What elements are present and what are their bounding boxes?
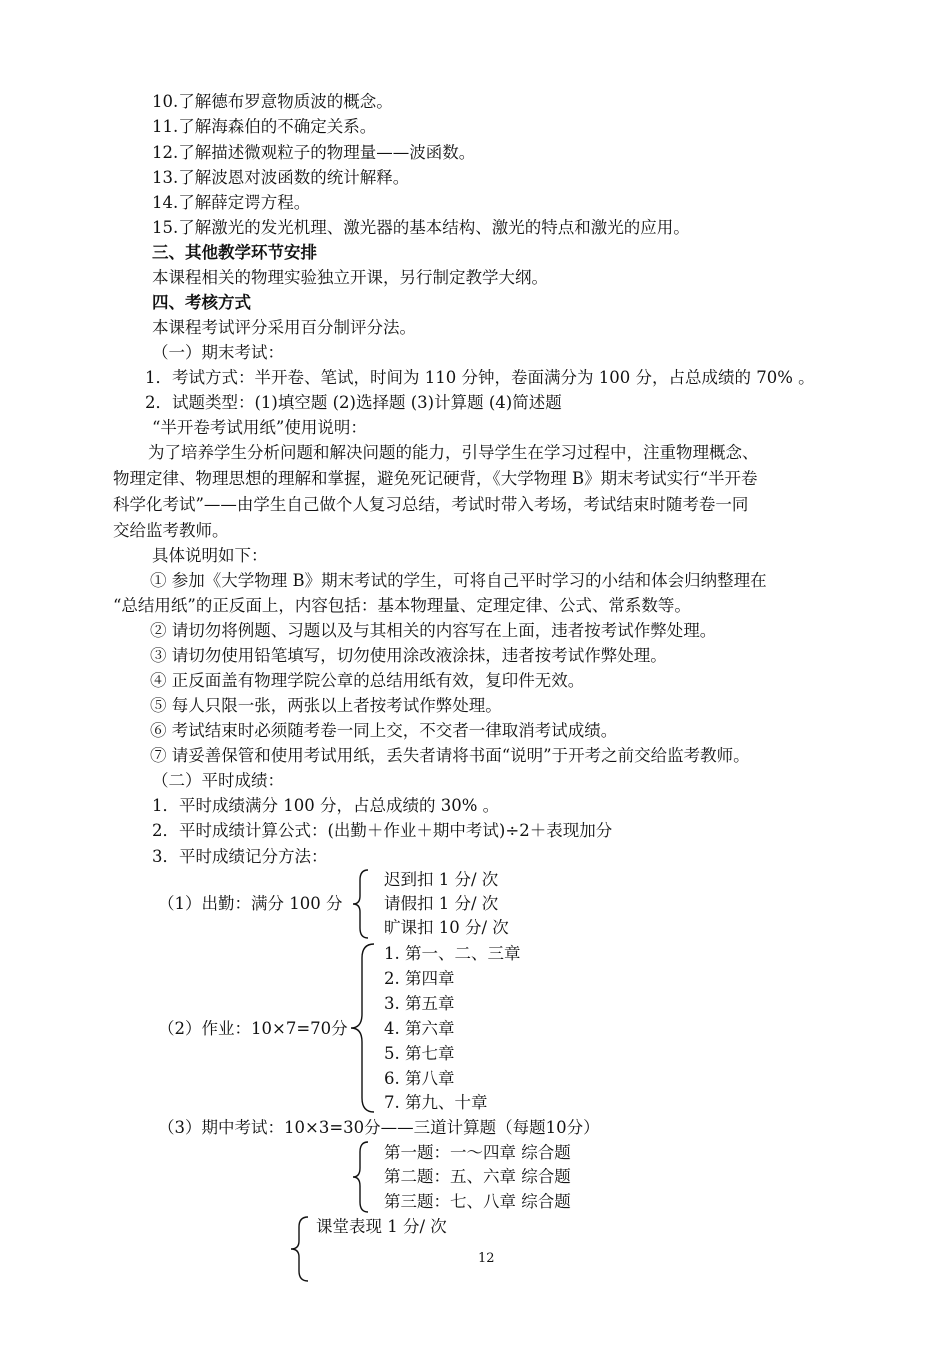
objective-14: 14.了解薛定谔方程。 <box>152 193 311 212</box>
final-exam-heading: （一）期末考试： <box>152 343 284 362</box>
homework-label: （2）作业：10×7=70分 <box>158 1019 348 1038</box>
performance-item-1: 课堂表现 1 分/ 次 <box>316 1217 447 1236</box>
attendance-item-absent: 旷课扣 10 分/ 次 <box>384 918 509 937</box>
objective-15: 15.了解激光的发光机理、激光器的基本结构、激光的特点和激光的应用。 <box>152 218 690 237</box>
homework-item-6: 6. 第八章 <box>384 1069 455 1088</box>
objective-12: 12.了解描述微观粒子的物理量——波函数。 <box>152 143 476 162</box>
homework-item-1: 1. 第一、二、三章 <box>384 944 521 963</box>
homework-item-3: 3. 第五章 <box>384 994 455 1013</box>
midterm-label: （3）期中考试：10×3=30分——三道计算题（每题10分） <box>158 1118 600 1137</box>
rule-3: ③ 请切勿使用铅笔填写，切勿使用涂改液涂抹，违者按考试作弊处理。 <box>150 646 667 665</box>
homework-item-5: 5. 第七章 <box>384 1044 455 1063</box>
performance-brace-icon <box>288 1215 312 1283</box>
rule-2: ② 请切勿将例题、习题以及与其相关的内容写在上面，违者按考试作弊处理。 <box>150 621 717 640</box>
homework-item-2: 2. 第四章 <box>384 969 455 988</box>
final-exam-item-1: 1．考试方式：半开卷、笔试，时间为 110 分钟，卷面满分为 100 分，占总成绩的 70% 。 <box>145 368 815 387</box>
regular-score-item-3: 3．平时成绩记分方法： <box>152 847 328 866</box>
homework-item-7: 7. 第九、十章 <box>384 1093 488 1112</box>
midterm-question-1: 第一题：一～四章 综合题 <box>384 1143 571 1162</box>
section-heading-other-activities: 三、其他教学环节安排 <box>152 243 317 262</box>
objective-13: 13.了解波恩对波函数的统计解释。 <box>152 168 410 187</box>
section-heading-assessment: 四、考核方式 <box>152 293 251 312</box>
rule-6: ⑥ 考试结束时必须随考卷一同上交，不交者一律取消考试成绩。 <box>150 721 618 740</box>
rule-5: ⑤ 每人只限一张，两张以上者按考试作弊处理。 <box>150 696 502 715</box>
rule-4: ④ 正反面盖有物理学院公章的总结用纸有效，复印件无效。 <box>150 671 585 690</box>
midterm-question-2: 第二题：五、六章 综合题 <box>384 1167 571 1186</box>
attendance-item-late: 迟到扣 1 分/ 次 <box>384 870 499 889</box>
assessment-intro: 本课程考试评分采用百分制评分法。 <box>152 318 416 337</box>
attendance-label: （1）出勤：满分 100 分 <box>158 894 343 913</box>
exam-paper-para-line-1: 为了培养学生分析问题和解决问题的能力，引导学生在学习过程中，注重物理概念、 <box>148 443 759 462</box>
rule-7: ⑦ 请妥善保管和使用考试用纸，丢失者请将书面“说明”于开考之前交给监考教师。 <box>150 746 750 765</box>
midterm-question-3: 第三题：七、八章 综合题 <box>384 1192 571 1211</box>
final-exam-item-2: 2．试题类型：(1)填空题 (2)选择题 (3)计算题 (4)简述题 <box>145 393 562 412</box>
exam-paper-para-line-3: 科学化考试”——由学生自己做个人复习总结，考试时带入考场，考试结束时随考卷一同 <box>113 495 749 514</box>
objective-10: 10.了解德布罗意物质波的概念。 <box>152 92 393 111</box>
exam-paper-title: “半开卷考试用纸”使用说明： <box>152 418 367 437</box>
rule-1-line-2: “总结用纸”的正反面上，内容包括：基本物理量、定理定律、公式、常系数等。 <box>113 596 691 615</box>
rule-1-line-1: ① 参加《大学物理 B》期末考试的学生，可将自己平时学习的小结和体会归纳整理在 <box>150 571 767 590</box>
attendance-brace-icon <box>350 868 372 940</box>
midterm-brace-icon <box>350 1140 372 1214</box>
exam-paper-para-line-2: 物理定律、物理思想的理解和掌握，避免死记硬背，《大学物理 B》期末考试实行“半开卷 <box>113 469 758 488</box>
attendance-item-leave: 请假扣 1 分/ 次 <box>384 894 499 913</box>
exam-paper-para-line-4: 交给监考教师。 <box>113 521 229 540</box>
homework-item-4: 4. 第六章 <box>384 1019 455 1038</box>
detail-heading: 具体说明如下： <box>152 546 268 565</box>
regular-score-heading: （二）平时成绩： <box>152 771 284 790</box>
section-text-lab: 本课程相关的物理实验独立开课，另行制定教学大纲。 <box>152 268 548 287</box>
page-number: 12 <box>478 1251 495 1266</box>
objective-11: 11.了解海森伯的不确定关系。 <box>152 117 377 136</box>
homework-brace-icon <box>348 942 378 1114</box>
regular-score-item-1: 1．平时成绩满分 100 分，占总成绩的 30% 。 <box>152 796 500 815</box>
regular-score-item-2: 2．平时成绩计算公式：(出勤＋作业＋期中考试)÷2＋表现加分 <box>152 821 613 840</box>
